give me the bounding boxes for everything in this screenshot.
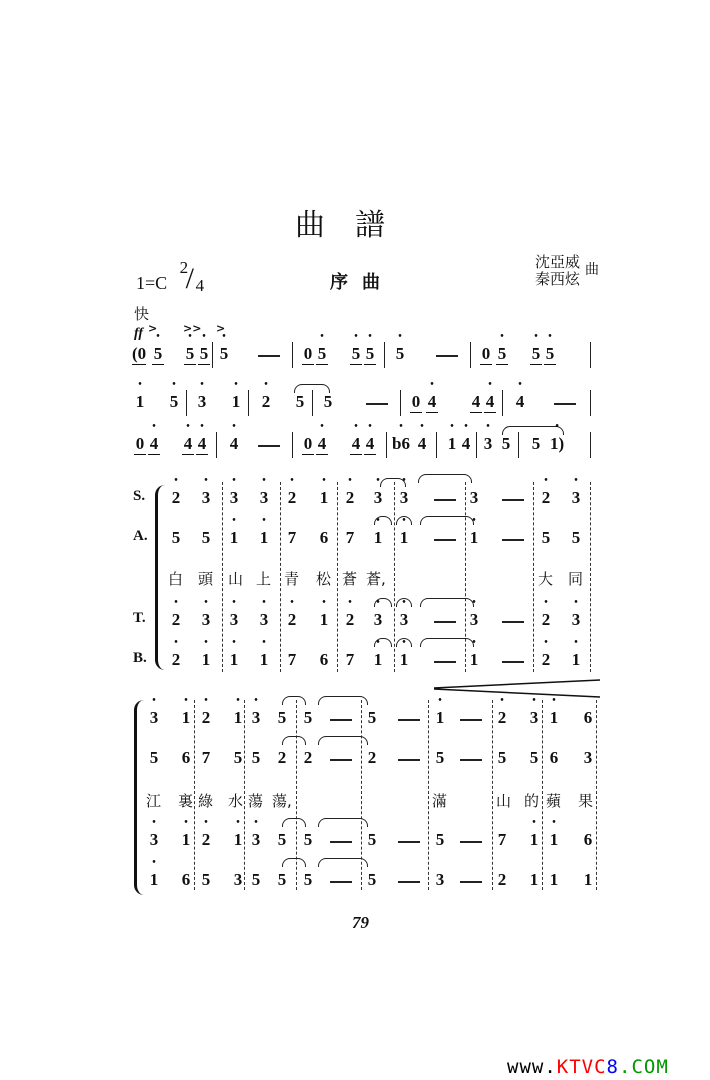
lyric: 蕩 xyxy=(248,792,264,810)
note: 5 xyxy=(367,830,377,849)
note: • 1 xyxy=(468,650,480,670)
key-label: 1=C xyxy=(136,273,168,294)
note: • 3 xyxy=(258,488,270,508)
composer-1: 沈亞威 xyxy=(535,253,581,271)
page-number: 79 xyxy=(352,913,369,932)
tie xyxy=(420,516,474,525)
sustain-dash xyxy=(460,841,482,843)
sustain-dash xyxy=(366,403,388,405)
note: • 3 xyxy=(148,708,160,728)
tie xyxy=(282,818,306,827)
note: 7 xyxy=(345,650,355,669)
barline xyxy=(384,342,385,368)
note: • 1 xyxy=(372,650,384,670)
note: • 1 xyxy=(232,708,244,728)
piece-title: 序曲 xyxy=(330,272,394,293)
note: 4 xyxy=(471,392,481,411)
note: • 4 xyxy=(350,434,362,455)
tie xyxy=(418,474,472,483)
note: • 3 xyxy=(228,610,240,630)
lyrics-line xyxy=(0,568,710,602)
voice-label-alto: A. xyxy=(133,528,148,544)
note: 2 xyxy=(303,748,313,767)
note: • 1 xyxy=(230,392,242,412)
note: • 1 xyxy=(446,434,458,454)
note: • 3 xyxy=(196,392,208,412)
note: • 2 xyxy=(170,610,182,630)
note: 1 xyxy=(583,870,593,889)
note: 5 xyxy=(251,748,261,767)
note: 5 xyxy=(201,870,211,889)
note: 0 xyxy=(411,392,421,411)
lyric: 果 xyxy=(578,792,594,810)
sustain-dash xyxy=(434,621,456,623)
sustain-dash xyxy=(398,841,420,843)
note: • 1 xyxy=(258,650,270,670)
note: • 2 xyxy=(540,650,552,670)
note: 3 xyxy=(233,870,243,889)
sustain-dash xyxy=(258,355,280,357)
note: • 2 xyxy=(260,392,272,412)
note: • 3 xyxy=(250,830,262,850)
voice-label-tenor: T. xyxy=(133,610,146,626)
note: 6 xyxy=(319,650,329,669)
note: 2 xyxy=(497,870,507,889)
composer-2: 秦西炫 xyxy=(535,270,581,288)
note: • 4 xyxy=(364,434,376,455)
barline xyxy=(292,432,293,458)
note: • 3 xyxy=(148,830,160,850)
note: • 3 xyxy=(200,610,212,630)
composer-credit xyxy=(535,253,599,288)
note: (0 xyxy=(132,344,147,363)
note: • 1 xyxy=(318,488,330,508)
note: 5 xyxy=(367,708,377,727)
lyric: 蒼 xyxy=(342,570,358,588)
soprano-line xyxy=(0,488,710,522)
sustain-dash xyxy=(460,759,482,761)
lyric: 青 xyxy=(284,570,300,588)
note: • 2 xyxy=(200,830,212,850)
note: • 1 xyxy=(548,830,560,850)
bass-line xyxy=(0,870,710,904)
note: 5 xyxy=(501,434,511,453)
note: • 2 xyxy=(344,610,356,630)
lyric: 白 xyxy=(168,570,184,588)
note: 0 xyxy=(303,434,313,453)
note: • 4 xyxy=(148,434,160,455)
note: 1 xyxy=(529,870,539,889)
sustain-dash xyxy=(398,719,420,721)
note: 7 xyxy=(287,650,297,669)
note: 7 xyxy=(497,830,507,849)
sustain-dash xyxy=(330,841,352,843)
note: • 1 xyxy=(548,708,560,728)
watermark-c: C xyxy=(594,1056,607,1078)
lyric: 松 xyxy=(316,570,332,588)
note: • 5 xyxy=(198,344,210,365)
barline xyxy=(476,432,477,458)
barline xyxy=(436,432,437,458)
tie xyxy=(420,598,474,607)
key-signature xyxy=(136,258,214,302)
lyric: 蕩, xyxy=(272,792,292,810)
note: • 3 xyxy=(468,610,480,630)
note: • 2 xyxy=(200,708,212,728)
sustain-dash xyxy=(436,355,458,357)
alto-line xyxy=(0,748,710,782)
note: 5 xyxy=(277,870,287,889)
note: 5 xyxy=(149,748,159,767)
note: • 4 xyxy=(426,392,438,413)
page-title: 曲譜 xyxy=(295,208,415,243)
note: • 5 xyxy=(496,344,508,365)
lyric: 蒼, xyxy=(366,570,386,588)
barline xyxy=(216,432,217,458)
note: 0 xyxy=(303,344,313,363)
note: 5 xyxy=(541,528,551,547)
note: • 3 xyxy=(398,488,410,508)
note: • 2 xyxy=(170,650,182,670)
note: 6 xyxy=(583,830,593,849)
tie xyxy=(318,818,368,827)
note: • 1 xyxy=(232,830,244,850)
lyric: 頭 xyxy=(198,570,214,588)
note: 3 xyxy=(469,488,479,507)
note: • 4 xyxy=(460,434,472,454)
barline xyxy=(590,342,591,368)
note: • 1 xyxy=(180,830,192,850)
sustain-dash xyxy=(398,881,420,883)
lyric: 同 xyxy=(568,570,584,588)
barline xyxy=(400,390,401,416)
note: • 2 xyxy=(170,488,182,508)
watermark-suffix: .COM xyxy=(619,1056,669,1078)
note: • 2 xyxy=(540,488,552,508)
barline xyxy=(248,390,249,416)
note: 5 xyxy=(497,748,507,767)
note: • 2 xyxy=(496,708,508,728)
tie xyxy=(420,638,474,647)
sustain-dash xyxy=(330,881,352,883)
lyric: 蘋 xyxy=(546,792,562,810)
note: • 5 xyxy=(316,344,328,365)
note: 5 xyxy=(303,708,313,727)
note: • 1 xyxy=(398,528,410,548)
note: • 3 xyxy=(372,488,384,508)
accent-mark: >> xyxy=(183,322,202,335)
accent-mark: > xyxy=(148,322,158,335)
tie xyxy=(318,696,368,705)
composer-role: 曲 xyxy=(585,262,599,278)
note: 5 xyxy=(251,870,261,889)
time-denominator: 4 xyxy=(195,276,205,295)
note: 6 xyxy=(583,708,593,727)
note: • 4 xyxy=(196,434,208,455)
note: 5 xyxy=(201,528,211,547)
note: • 5 xyxy=(184,344,196,365)
note: 1 xyxy=(549,870,559,889)
note: • 3 xyxy=(528,708,540,728)
note: 5 xyxy=(171,528,181,547)
note: • 1 xyxy=(318,610,330,630)
note: 7 xyxy=(345,528,355,547)
barline xyxy=(590,432,591,458)
barline xyxy=(292,342,293,368)
note: 6 xyxy=(549,748,559,767)
note: • 4 xyxy=(484,392,496,413)
tie xyxy=(282,736,306,745)
lyric: 的 xyxy=(524,792,540,810)
note: • 4 xyxy=(316,434,328,455)
sustain-dash xyxy=(330,759,352,761)
note: 5 xyxy=(435,830,445,849)
note: • 1 xyxy=(434,708,446,728)
sustain-dash xyxy=(460,719,482,721)
note: • 1 xyxy=(228,528,240,548)
barline xyxy=(212,342,213,368)
time-numerator: 2 xyxy=(179,258,189,277)
sustain-dash xyxy=(398,759,420,761)
tenor-line xyxy=(0,610,710,644)
sustain-dash xyxy=(434,661,456,663)
barline xyxy=(312,390,313,416)
note: • 5 xyxy=(364,344,376,365)
note: 5 xyxy=(529,748,539,767)
note: 0 xyxy=(481,344,491,363)
note: 2 xyxy=(277,748,287,767)
note: • 5 xyxy=(394,344,406,364)
note: • 3 xyxy=(570,488,582,508)
note: • 3 xyxy=(250,708,262,728)
note: • 5 xyxy=(544,344,556,365)
note: • 2 xyxy=(344,488,356,508)
note: • 1 xyxy=(398,650,410,670)
note: • 3 xyxy=(258,610,270,630)
note: 3 xyxy=(583,748,593,767)
note: 5 xyxy=(277,708,287,727)
sustain-dash xyxy=(330,719,352,721)
note: • 1 xyxy=(228,650,240,670)
barline xyxy=(518,432,519,458)
note: 5 xyxy=(323,392,333,411)
time-signature xyxy=(178,258,214,302)
sustain-dash xyxy=(434,539,456,541)
barline xyxy=(502,390,503,416)
alto-line xyxy=(0,528,710,562)
lyric: 江 xyxy=(146,792,162,810)
voice-label-bass: B. xyxy=(133,650,147,666)
accent-mark: > xyxy=(216,322,226,335)
note: • 3 xyxy=(570,610,582,630)
note: 6 xyxy=(181,748,191,767)
note: 7 xyxy=(201,748,211,767)
voice-label-soprano: S. xyxy=(133,488,146,504)
tie xyxy=(318,736,368,745)
note: • 5 xyxy=(530,344,542,365)
watermark-ktv: KTV xyxy=(556,1056,595,1078)
note: • 1 xyxy=(258,528,270,548)
note: • 1 xyxy=(200,650,212,670)
intro-line-3 xyxy=(130,434,600,468)
crescendo-hairpin xyxy=(432,678,602,698)
note: • 3 xyxy=(482,434,494,454)
sustain-dash xyxy=(554,403,576,405)
tie xyxy=(282,858,306,867)
lyric: 上 xyxy=(256,570,272,588)
note: • 1 xyxy=(528,830,540,850)
sustain-dash xyxy=(434,499,456,501)
note: 5 xyxy=(531,434,541,453)
note: • 1 xyxy=(468,528,480,548)
note: 5 xyxy=(303,870,313,889)
lyric: 裏 xyxy=(178,792,194,810)
note: • 3 xyxy=(398,610,410,630)
barline xyxy=(186,390,187,416)
sustain-dash xyxy=(502,621,524,623)
barline xyxy=(386,432,387,458)
note: • 4 xyxy=(182,434,194,455)
note: • 1 xyxy=(372,528,384,548)
note: 5 xyxy=(295,392,305,411)
note: 5 xyxy=(277,830,287,849)
tempo-marking: 快 xyxy=(134,305,150,323)
watermark-eight: 8 xyxy=(606,1056,619,1078)
watermark-link[interactable] xyxy=(507,1056,669,1078)
note: • 1) xyxy=(550,434,564,454)
sustain-dash xyxy=(460,881,482,883)
note: 5 xyxy=(571,528,581,547)
note: • b6 xyxy=(392,434,410,454)
tie xyxy=(318,858,368,867)
note: 0 xyxy=(135,434,145,453)
lyric: 山 xyxy=(496,792,512,810)
note: • 5 xyxy=(168,392,180,412)
sustain-dash xyxy=(502,539,524,541)
note: • 4 xyxy=(514,392,526,412)
note: • 5 xyxy=(152,344,164,365)
note: • 1 xyxy=(570,650,582,670)
note: • 3 xyxy=(200,488,212,508)
note: 2 xyxy=(367,748,377,767)
lyric: 山 xyxy=(228,570,244,588)
note: 7 xyxy=(287,528,297,547)
note: 5 xyxy=(233,748,243,767)
dynamic-marking: ff xyxy=(134,326,144,341)
note: • 1 xyxy=(180,708,192,728)
note: • 3 xyxy=(228,488,240,508)
lyric: 綠 xyxy=(198,792,214,810)
barline xyxy=(470,342,471,368)
note: • 1 xyxy=(134,392,146,412)
lyric: 滿 xyxy=(432,792,448,810)
note: • 2 xyxy=(286,488,298,508)
note: • 3 xyxy=(372,610,384,630)
bass-line xyxy=(0,650,710,684)
note: 5 xyxy=(303,830,313,849)
note: 5 xyxy=(367,870,377,889)
time-slash: / xyxy=(185,262,195,295)
note: • 5 xyxy=(218,344,230,364)
note: 6 xyxy=(181,870,191,889)
note: 3 xyxy=(435,870,445,889)
sustain-dash xyxy=(502,499,524,501)
tie xyxy=(282,696,306,705)
note: • 2 xyxy=(540,610,552,630)
lyric: 大 xyxy=(538,570,554,588)
lyric: 水 xyxy=(228,792,244,810)
note: • 4 xyxy=(228,434,240,454)
watermark-prefix: www. xyxy=(507,1056,557,1078)
barline xyxy=(590,390,591,416)
note: 5 xyxy=(435,748,445,767)
note: • 1 xyxy=(148,870,160,890)
note: • 4 xyxy=(416,434,428,454)
sustain-dash xyxy=(258,445,280,447)
note: • 5 xyxy=(350,344,362,365)
note: 6 xyxy=(319,528,329,547)
note: • 2 xyxy=(286,610,298,630)
sustain-dash xyxy=(502,661,524,663)
